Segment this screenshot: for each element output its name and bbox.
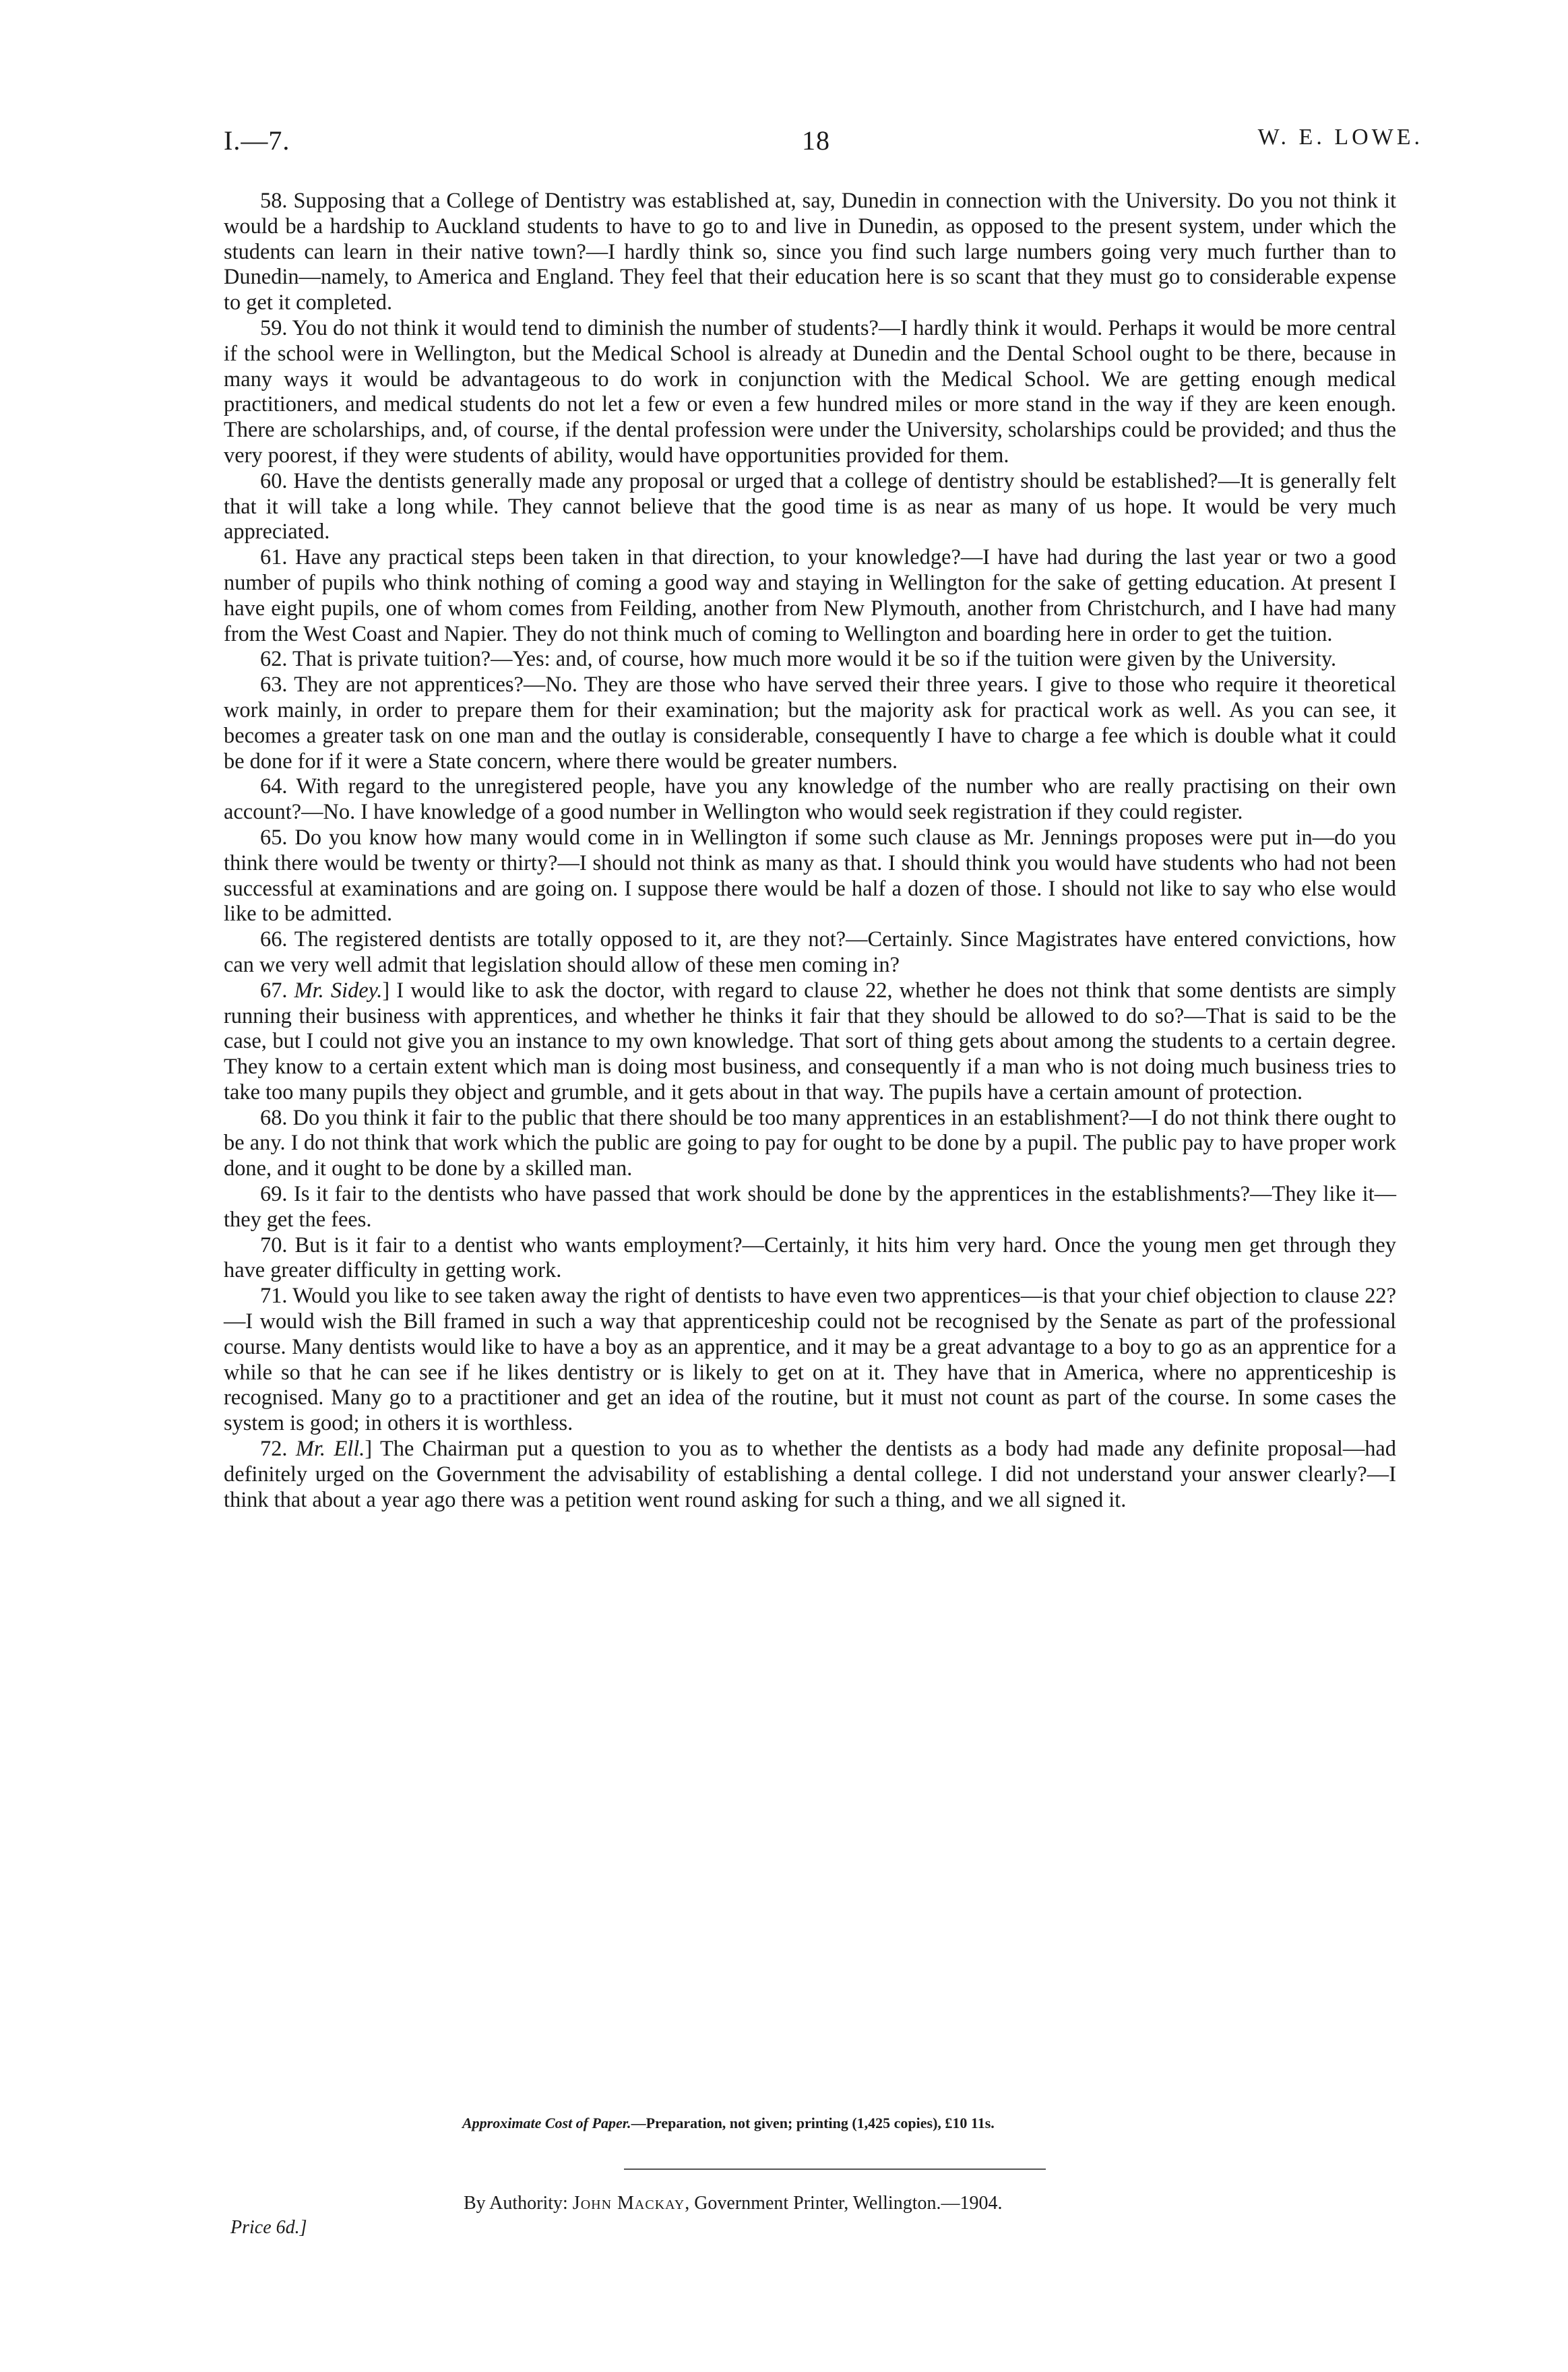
cost-of-paper-note <box>462 2115 1338 2132</box>
cost-label: Approximate Cost of Paper. <box>462 2115 631 2131</box>
price-note: Price 6d.] <box>230 2217 307 2238</box>
testimony-paragraph: 64. With regard to the unregistered people, have you any knowledge of the number who are really practising on their own account?—No. I have knowledge of a good number in Wellington who would seek registration if they could register. <box>224 774 1396 825</box>
printer-authority <box>464 2193 1272 2214</box>
speaker-name: Mr. Sidey. <box>294 978 383 1003</box>
testimony-paragraph: 69. Is it fair to the dentists who have passed that work should be done by the apprentices in the establishments?—They like it—they get the fees. <box>224 1182 1396 1232</box>
authority-prefix: By Authority: <box>464 2193 568 2214</box>
testimony-body <box>224 189 1396 1513</box>
testimony-paragraph: 66. The registered dentists are totally opposed to it, are they not?—Certainly. Since Magistrates have entered convictions, how can we very well admit that legislation should allow of these men coming in? <box>224 927 1396 977</box>
testimony-paragraph: 58. Supposing that a College of Dentistry was established at, say, Dunedin in connection with the University. Do you not think it would be a hardship to Auckland students to have to go to and live in Dunedin, as opposed to the present system, under which the students can learn in their native town?—I hardly think so, since you find such large numbers going very much further than to Dunedin—namely, to America and England. They feel that their education here is so scant that they must go to considerable expense to get it completed. <box>224 189 1396 315</box>
printer-name: John Mackay <box>572 2193 685 2214</box>
footer-divider <box>624 2168 1046 2170</box>
testimony-paragraph: 61. Have any practical steps been taken in that direction, to your knowledge?—I have had during the last year or two a good number of pupils who think nothing of coming a good way and staying in Wellington for the sake of getting education. At present I have eight pupils, one of whom comes from Feilding, another from New Plymouth, another from Christchurch, and I have had many from the West Coast and Napier. They do not think much of coming to Wellington and boarding here in order to get the tuition. <box>224 545 1396 646</box>
testimony-paragraph: 70. But is it fair to a dentist who wants employment?—Certainly, it hits him very hard. Once the young men get through they have greater difficulty in getting work. <box>224 1232 1396 1283</box>
page-header <box>224 125 1423 165</box>
testimony-paragraph: 59. You do not think it would tend to diminish the number of students?—I hardly think it would. Perhaps it would be more central if the school were in Wellington, but the Medical School is already at Dunedin and the Dental School ought to be there, because in many ways it would be advantageous to do work in conjunction with the Medical School. We are getting enough medical practitioners, and medical students do not let a few or even a few hundred miles or more stand in the way if they are keen enough. There are scholarships, and, of course, if the dental profession were under the University, scholarships could be provided; and thus the very poorest, if they were students of ability, would have opportunities provided for them. <box>224 315 1396 468</box>
testimony-paragraph: 72. Mr. Ell.] The Chairman put a question to you as to whether the dentists as a body had made any definite proposal—had definitely urged on the Government the advisability of establishing a dental college. I did not understand your answer clearly?—I think that about a year ago there was a petition went round asking for such a thing, and we all signed it. <box>224 1437 1396 1512</box>
testimony-paragraph: 68. Do you think it fair to the public that there should be too many apprentices in an establishment?—I do not think there ought to be any. I do not think that work which the public are going to pay for ought to be done by a pupil. The public pay to have proper work done, and it ought to be done by a skilled man. <box>224 1105 1396 1181</box>
testimony-paragraph: 71. Would you like to see taken away the right of dentists to have even two apprentices—is that your chief objection to clause 22?—I would wish the Bill framed in such a way that apprenticeship could not be recognised by the Senate as part of the professional course. Many dentists would like to have a boy as an apprentice, and it may be a great advantage to a boy to go as an apprentice for a while so that he can see if he likes dentistry or is likely to get on at it. They have that in America, where no apprenticeship is recognised. Many go to a practitioner and get an idea of the routine, but it must not count as part of the course. In some cases the system is good; in others it is worthless. <box>224 1284 1396 1436</box>
testimony-paragraph: 67. Mr. Sidey.] I would like to ask the doctor, with regard to clause 22, whether he does not think that some dentists are simply running their business with apprentices, and whether he thinks it fair that they should be allowed to do so?—That is said to be the case, but I could not give you an instance to my own knowledge. That sort of thing gets about among the students to a certain degree. They know to a certain extent which man is doing most business, and consequently if a man who is not doing much business tries to take too many pupils they object and grumble, and it gets about in that way. The pupils have a certain amount of protection. <box>224 978 1396 1104</box>
speaker-name: Mr. Ell. <box>295 1437 365 1462</box>
testimony-paragraph: 60. Have the dentists generally made any proposal or urged that a college of dentistry should be established?—It is generally felt that it will take a long while. They cannot believe that the good time is as near as many of us hope. It would be very much appreciated. <box>224 468 1396 544</box>
testimony-paragraph: 65. Do you know how many would come in in Wellington if some such clause as Mr. Jennings proposes were put in—do you think there would be twenty or thirty?—I should not think as many as that. I should think you would have students who had not been successful at examinations and are going on. I suppose there would be half a dozen of those. I should not like to say who else would like to be admitted. <box>224 825 1396 927</box>
testimony-paragraph: 63. They are not apprentices?—No. They are those who have served their three years. I give to those who require it theoretical work mainly, in order to prepare them for their examination; but the majority ask for practical work as well. As you can see, it becomes a greater task on one man and the outlay is considerable, consequently I have to charge a fee which is double what it could be done for if it were a State concern, where there would be greater numbers. <box>224 673 1396 774</box>
page-number: 18 <box>802 125 830 156</box>
testimony-paragraph: 62. That is private tuition?—Yes: and, of course, how much more would it be so if the tuition were given by the University. <box>260 647 1337 672</box>
report-code: I.—7. <box>224 125 290 156</box>
witness-name: W. E. LOWE. <box>1257 125 1423 150</box>
authority-suffix: , Government Printer, Wellington.—1904. <box>685 2193 1003 2214</box>
cost-text: —Preparation, not given; printing (1,425 copies), £10 11s. <box>631 2115 995 2131</box>
